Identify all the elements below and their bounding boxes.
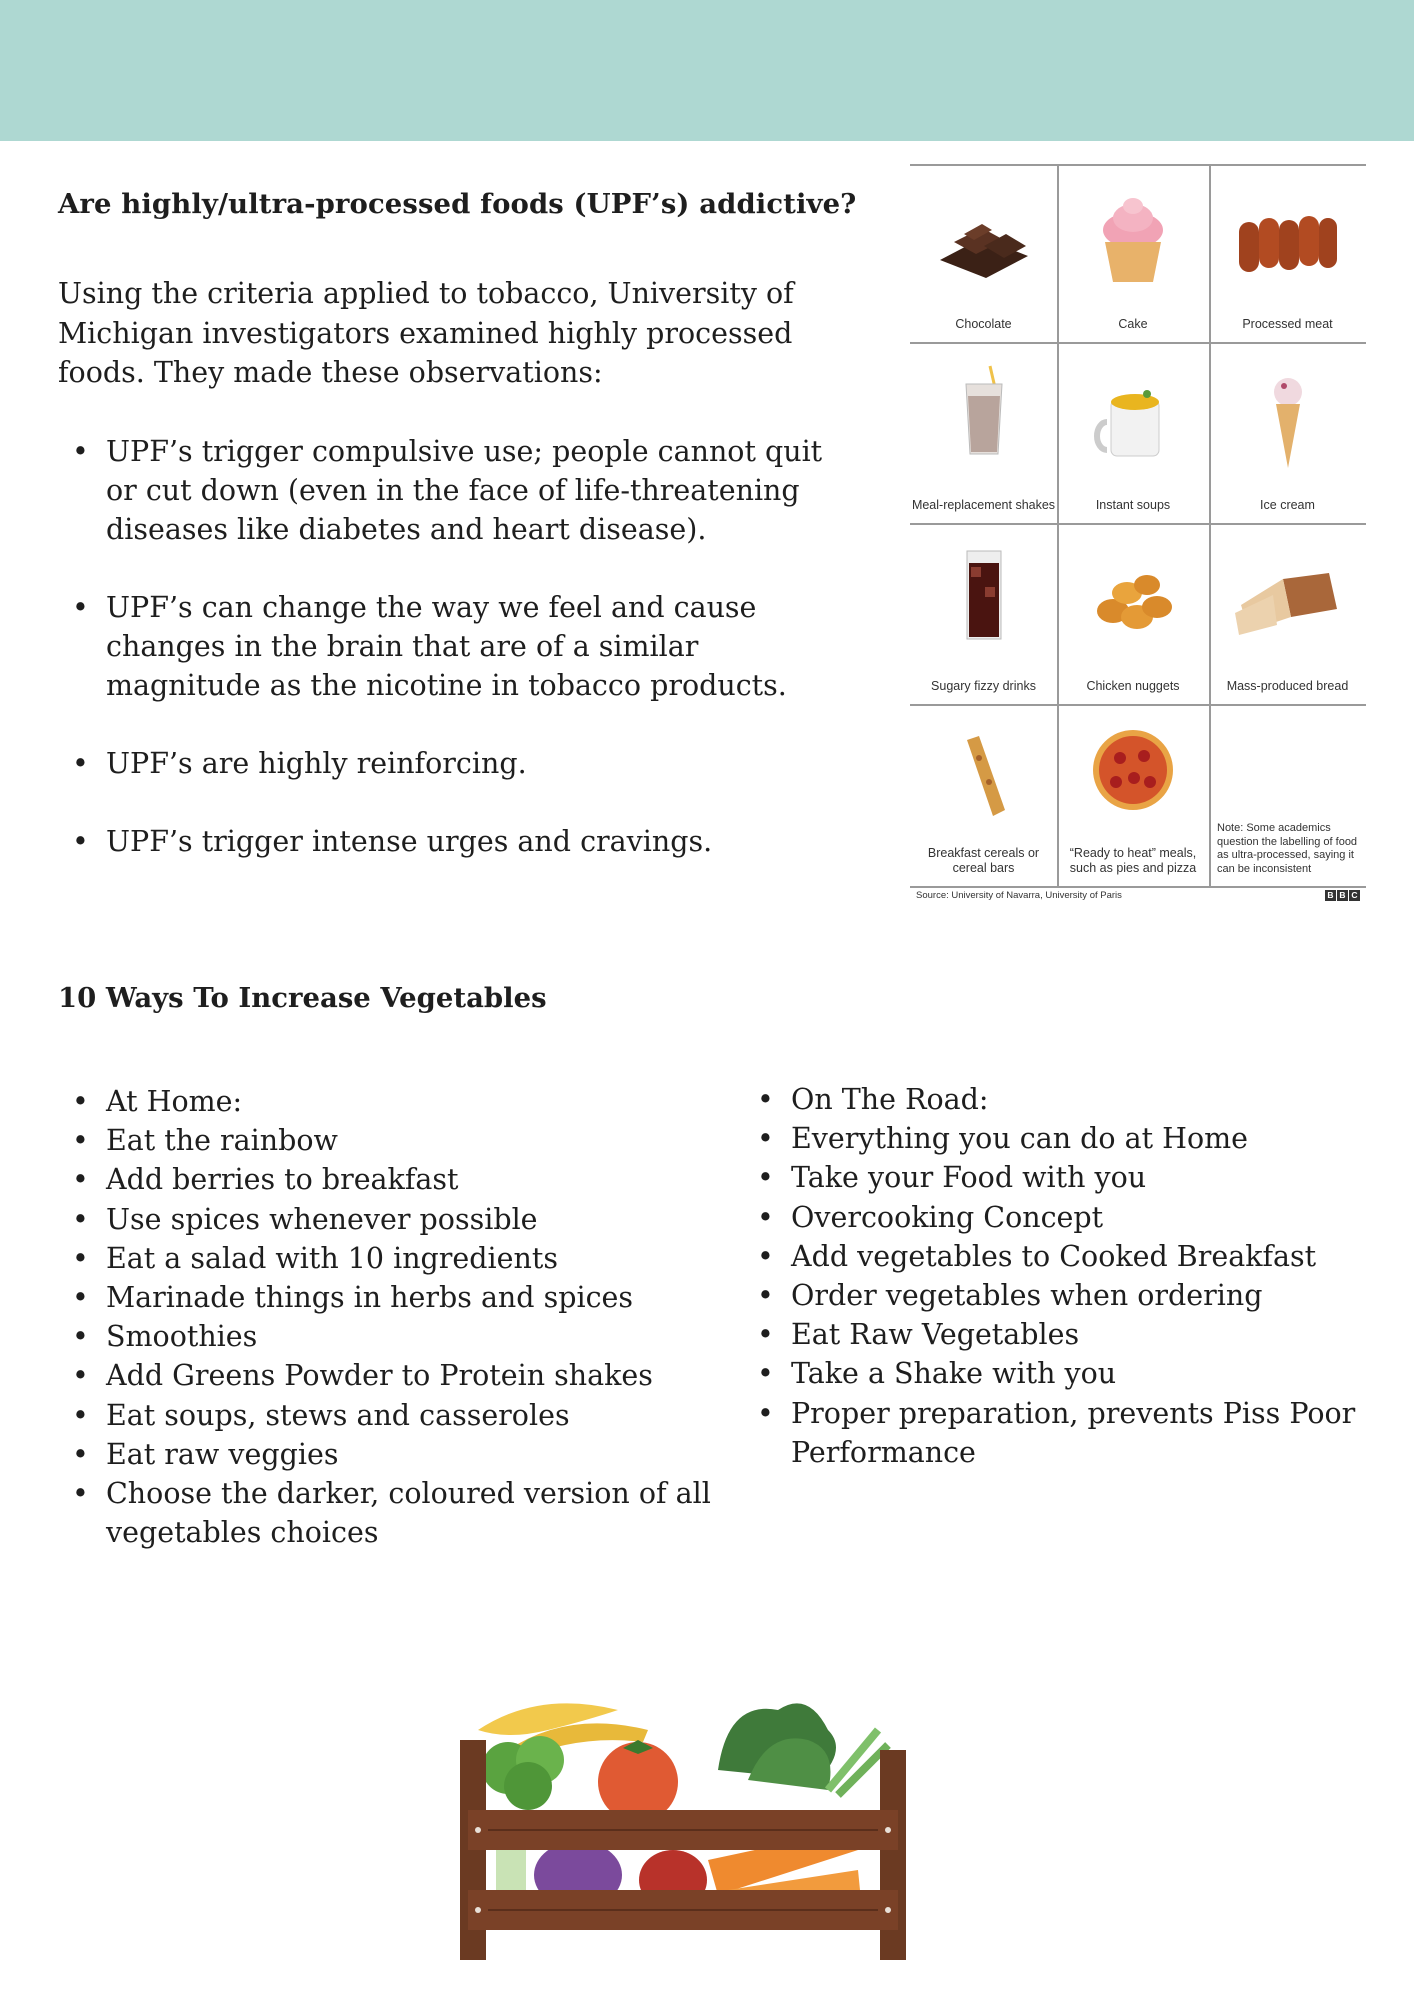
on-the-road-list (743, 1080, 1373, 1472)
crate-nail (475, 1827, 481, 1833)
note-cell (1209, 706, 1366, 888)
chocolate-illustration (934, 212, 1034, 282)
list-item: • Eat soups, stews and casseroles (58, 1396, 718, 1435)
grid-divider (1209, 164, 1211, 886)
food-cell-chocolate (910, 166, 1057, 344)
list-item: • Eat a salad with 10 ingredients (58, 1239, 718, 1278)
crate-nail (885, 1907, 891, 1913)
figure-note: Note: Some academics question the labelling of food as ultra-processed, saying it can be inconsistent (1217, 822, 1358, 875)
list-item: • Add berries to breakfast (58, 1160, 718, 1199)
list-item: • Smoothies (58, 1317, 718, 1356)
upf-intro: Using the criteria applied to tobacco, University of Michigan investigators examined highly processed foods. They made these observations: (58, 277, 794, 389)
list-item: • Take your Food with you (743, 1158, 1373, 1197)
list-item: • Take a Shake with you (743, 1354, 1373, 1393)
logo-letter: C (1349, 890, 1360, 901)
soda-glass-illustration (959, 547, 1009, 643)
food-label: “Ready to heat” meals, such as pies and pizza (1069, 846, 1197, 875)
list-item: • Everything you can do at Home (743, 1119, 1373, 1158)
cupcake-illustration (1093, 196, 1173, 288)
upf-observations (58, 432, 858, 900)
grid-divider (1057, 164, 1059, 886)
soup-mug-illustration (1093, 372, 1173, 462)
at-home-list (58, 1082, 718, 1552)
list-item: • Overcooking Concept (743, 1198, 1373, 1237)
list-item: • Proper preparation, prevents Piss Poor Performance (743, 1394, 1373, 1472)
logo-letter: B (1325, 890, 1336, 901)
food-label: Chocolate (955, 317, 1012, 331)
food-label: Sugary fizzy drinks (931, 679, 1036, 693)
food-grid (910, 164, 1366, 888)
logo-letter: B (1337, 890, 1348, 901)
list-item: • UPF’s trigger compulsive use; people cannot quit or cut down (even in the face of life-threatening diseases like diabetes and heart disease). (58, 432, 858, 549)
shake-glass-illustration (954, 362, 1014, 462)
upf-heading: Are highly/ultra-processed foods (UPF’s) addictive? (58, 188, 857, 220)
list-item: • Eat Raw Vegetables (743, 1315, 1373, 1354)
sausages-illustration (1233, 208, 1343, 278)
list-item: • Order vegetables when ordering (743, 1276, 1373, 1315)
list-item: • Choose the darker, coloured version of all vegetables choices (58, 1474, 718, 1552)
list-item: • Use spices whenever possible (58, 1200, 718, 1239)
bread-illustration (1233, 565, 1343, 635)
food-cell-cake (1057, 166, 1209, 344)
vegetables-heading: 10 Ways To Increase Vegetables (58, 982, 547, 1014)
food-label: Ice cream (1260, 498, 1315, 512)
figure-source: Source: University of Navarra, University of Paris (916, 890, 1122, 901)
food-label: Meal-replacement shakes (911, 498, 1056, 512)
list-item: • UPF’s trigger intense urges and cravings. (58, 822, 858, 861)
food-cell-ready-meals (1057, 706, 1209, 888)
list-item: • On The Road: (743, 1080, 1373, 1119)
upf-foods-figure (910, 164, 1366, 904)
header-band (0, 0, 1414, 141)
food-cell-sugary-drinks (910, 525, 1057, 706)
food-label: Instant soups (1095, 498, 1171, 512)
list-item: • UPF’s are highly reinforcing. (58, 744, 858, 783)
vegetable-crate-illustration (448, 1690, 918, 1960)
food-cell-soups (1057, 344, 1209, 525)
food-label: Breakfast cereals or cereal bars (927, 846, 1040, 875)
list-item: • Add vegetables to Cooked Breakfast (743, 1237, 1373, 1276)
crate-nail (885, 1827, 891, 1833)
list-item: • Eat the rainbow (58, 1121, 718, 1160)
list-item: • Eat raw veggies (58, 1435, 718, 1474)
food-label: Chicken nuggets (1086, 679, 1180, 693)
list-item: • Add Greens Powder to Protein shakes (58, 1356, 718, 1395)
ice-cream-illustration (1258, 374, 1318, 474)
list-item: • UPF’s can change the way we feel and cause changes in the brain that are of a similar magnitude as the nicotine in tobacco products. (58, 588, 858, 705)
food-cell-nuggets (1057, 525, 1209, 706)
broccoli-shape (504, 1762, 552, 1810)
list-item: • At Home: (58, 1082, 718, 1121)
food-cell-bread (1209, 525, 1366, 706)
food-cell-ice-cream (1209, 344, 1366, 525)
bbc-logo (1325, 890, 1360, 901)
food-label: Mass-produced bread (1226, 679, 1349, 693)
list-item: • Marinade things in herbs and spices (58, 1278, 718, 1317)
food-label: Cake (1118, 317, 1148, 331)
crate-nail (475, 1907, 481, 1913)
food-cell-processed-meat (1209, 166, 1366, 344)
nuggets-illustration (1083, 561, 1183, 641)
pizza-illustration (1088, 726, 1178, 816)
food-label: Processed meat (1242, 317, 1333, 331)
food-cell-shakes (910, 344, 1057, 525)
cereal-bar-illustration (949, 732, 1019, 822)
food-cell-cereal-bars (910, 706, 1057, 888)
